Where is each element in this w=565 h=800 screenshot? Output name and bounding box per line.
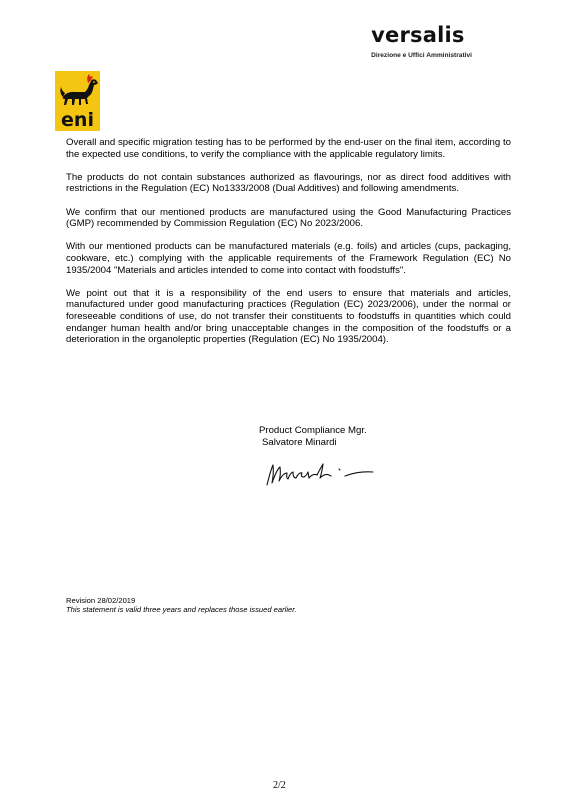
brand-header	[371, 24, 472, 59]
statement-body	[66, 137, 511, 357]
revision-info	[66, 596, 297, 615]
handwritten-signature	[263, 459, 383, 489]
revision-date: Revision 28/02/2019	[66, 596, 136, 605]
brand-name: versalis	[371, 23, 465, 47]
signature-block	[257, 425, 367, 448]
signatory-title: Product Compliance Mgr.	[259, 425, 367, 436]
logo-wordmark: eni	[61, 109, 94, 131]
validity-note: This statement is valid three years and replaces those issued earlier.	[66, 605, 297, 615]
paragraph-additives: The products do not contain substances authorized as flavourings, nor as direct food additives with restrictions in the Regulation (EC) No1333/2008 (Dual Additives) and following amendments.	[66, 171, 511, 195]
signatory-name: Salvatore Minardi	[262, 436, 337, 448]
paragraph-migration-testing: Overall and specific migration testing has to be performed by the end-user on the final item, according to the expected use conditions, to verify the compliance with the applicable regulatory limits.	[66, 137, 511, 160]
paragraph-framework-regulation: With our mentioned products can be manufactured materials (e.g. foils) and articles (cups, packaging, cookware, etc.) complying with the applicable requirements of the Framework Regulation (EC) No 1935/2004 "Materials and articles intended to come into contact with foodstuffs".	[66, 241, 511, 276]
page-number: 2/2	[273, 780, 286, 791]
paragraph-user-responsibility: We point out that it is a responsibility of the end users to ensure that materials and articles, manufactured under good manufacturing practices (Regulation (EC) 2023/2006), under the normal or foreseeable conditions of use, do not transfer their constituents to foodstuffs in quantities which could endanger human health and/or bring unacceptable changes in the composition of the foodstuffs or a deterioration in the organoleptic properties (Regulation (EC) No 1935/2004).	[66, 287, 511, 346]
brand-subtitle: Direzione e Uffici Amministrativi	[371, 52, 472, 59]
paragraph-gmp: We confirm that our mentioned products are manufactured using the Good Manufacturing Practices (GMP) recommended by Commission Regulation (EC) No 2023/2006.	[66, 206, 511, 230]
eni-logo	[55, 71, 100, 131]
